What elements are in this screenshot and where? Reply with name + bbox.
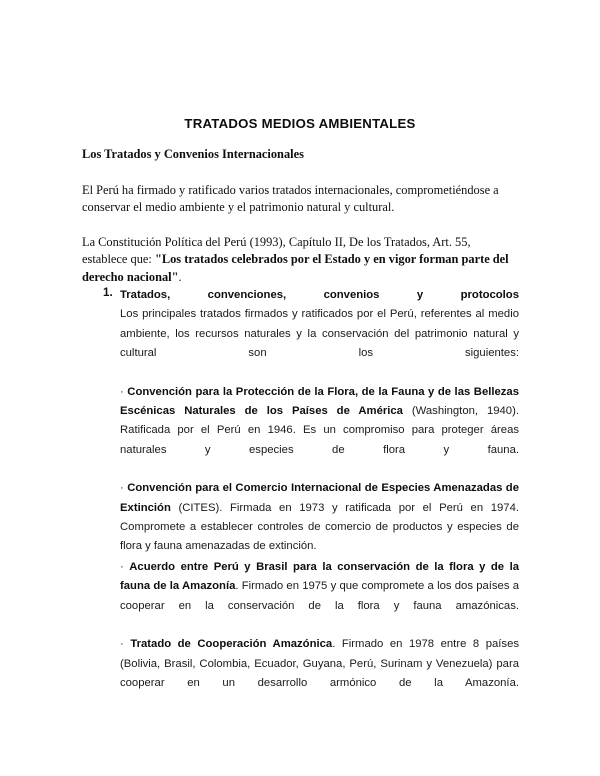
treaty-entry xyxy=(120,635,519,693)
treaty-entry xyxy=(120,479,519,557)
constitution-reference-text: La Constitución Política del Perú (1993), Capítulo II, De los Tratados, Art. 55, establece que: xyxy=(82,234,471,267)
intro-paragraph-2 xyxy=(82,234,519,287)
constitution-quote-suffix: . xyxy=(178,269,182,284)
bullet-icon: · xyxy=(120,385,124,398)
bullet-icon: · xyxy=(120,482,124,495)
numbered-list-section xyxy=(0,286,600,693)
spacer xyxy=(120,364,519,383)
treaty-name: Acuerdo entre Perú y Brasil para la conservación de la flora y de la fauna de la Amazonía xyxy=(120,560,519,593)
spacer xyxy=(120,616,519,635)
introduction-section xyxy=(82,146,519,287)
treaty-entry xyxy=(120,383,519,461)
page-title: TRATADOS MEDIOS AMBIENTALES xyxy=(184,116,416,131)
treaty-description: (Washington, 1940). Ratificada por el Perú en 1946. Es un compromiso para proteger áreas naturales y especies de flora y fauna. xyxy=(120,405,519,456)
list-item-intro: Los principales tratados firmados y ratificados por el Perú, referentes al medio ambiente, los recursos naturales y la conservación del patrimonio natural y cultural son los siguientes: xyxy=(120,308,519,360)
list-item-heading: Tratados, convenciones, convenios y protocolos xyxy=(120,289,519,301)
section-heading-tratados-convenios: Los Tratados y Convenios Internacionales xyxy=(82,147,304,161)
spacer xyxy=(120,460,519,479)
list-item-number: 1. xyxy=(103,286,113,299)
bullet-icon: · xyxy=(120,560,124,573)
list-item xyxy=(0,286,600,693)
constitution-quote: "Los tratados celebrados por el Estado y en vigor forman parte del derecho nacional" xyxy=(82,252,509,284)
intro-paragraph-1: El Perú ha firmado y ratificado varios tratados internacionales, comprometiéndose a conservar el medio ambiente y el patrimonio natural y cultural. xyxy=(82,182,499,215)
treaty-description: . Firmado en 1975 y que compromete a los dos países a cooperar en la conservación de la flora y fauna amazónicas. xyxy=(120,580,519,612)
treaty-name: Convención para la Protección de la Flora, de la Fauna y de las Bellezas Escénicas Naturales de los Países de América xyxy=(120,385,519,418)
treaty-description: . Firmado en 1978 entre 8 países (Bolivia, Brasil, Colombia, Ecuador, Guyana, Perú, Surinam y Venezuela) para cooperar en un desarrollo armónico de la Amazonía. xyxy=(120,638,520,689)
treaty-description: (CITES). Firmada en 1973 y ratificada por el Perú en 1974. Compromete a establecer controles de comercio de productos y especies de flora y fauna amenazadas de extinción. xyxy=(120,501,519,553)
bullet-icon: · xyxy=(120,638,124,651)
list-item-content xyxy=(120,286,519,693)
treaty-name: Convención para el Comercio Internacional de Especies Amenazadas de Extinción xyxy=(120,482,519,514)
list-item-heading-paragraph xyxy=(120,286,519,305)
treaty-entry xyxy=(120,558,519,616)
treaty-name: Tratado de Cooperación Amazónica xyxy=(130,638,333,651)
